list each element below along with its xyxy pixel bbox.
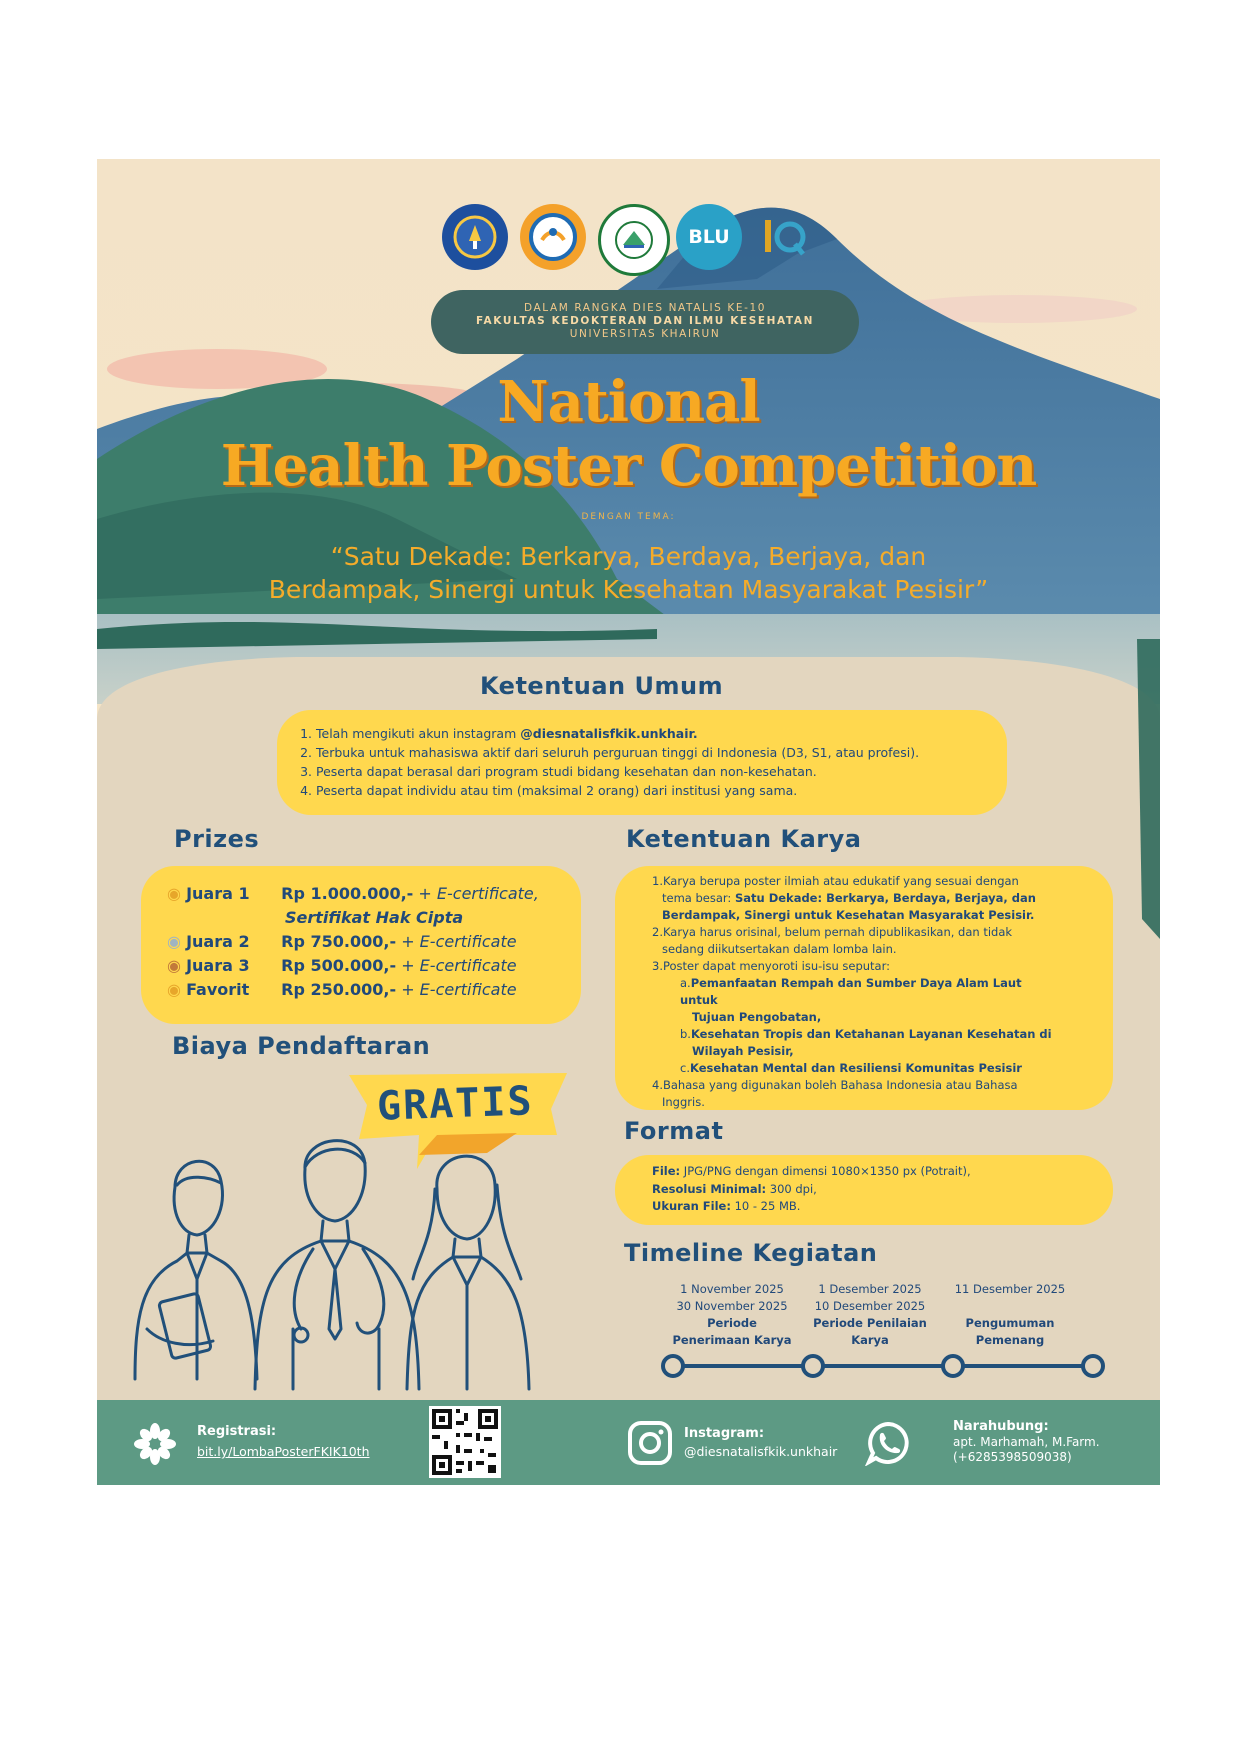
format-size: Ukuran File: 10 - 25 MB.	[652, 1199, 801, 1213]
prize-name: Favorit	[186, 980, 250, 999]
timeline-step-2: 1 Desember 2025 10 Desember 2025 Periode Penilaian Karya	[813, 1282, 927, 1347]
format-text	[652, 1163, 971, 1216]
registration-link[interactable]: bit.ly/LombaPosterFKIK10th	[197, 1444, 370, 1459]
format-file: File: JPG/PNG dengan dimensi 1080×1350 px (Potrait),	[652, 1164, 971, 1178]
theme-line-1: “Satu Dekade: Berkarya, Berdaya, Berjaya, dan	[330, 542, 927, 571]
kemendikbud-logo	[442, 204, 508, 270]
prize-extra: + E-certificate	[401, 932, 517, 951]
gratis-label: GRATIS	[376, 1078, 535, 1130]
blu-logo: BLU	[676, 204, 742, 270]
format-title: Format	[624, 1117, 724, 1145]
prize-row-1	[167, 884, 539, 903]
theme-text	[157, 540, 1100, 606]
prize-extra: + E-certificate	[401, 980, 517, 999]
ketentuan-karya-list	[652, 873, 1052, 1111]
karya-sub-b: b.Kesehatan Tropis dan Ketahanan Layanan Kesehatan di	[680, 1027, 1052, 1041]
karya-sub-a: a.Pemanfaatan Rempah dan Sumber Daya Alam Laut untuk	[680, 976, 1022, 1007]
medal-icon: ◉	[167, 932, 181, 951]
title-line-1: National	[497, 369, 760, 435]
instagram-label: Instagram:	[684, 1426, 765, 1441]
karya-item-4-cont: Inggris.	[662, 1095, 705, 1109]
prize-amount: Rp 750.000,-	[281, 932, 397, 951]
banner-line-3: UNIVERSITAS KHAIRUN	[569, 328, 721, 340]
footer-bar	[97, 1400, 1160, 1485]
prize-name: Juara 2	[186, 932, 250, 951]
banner-line-2: FAKULTAS KEDOKTERAN DAN ILMU KESEHATAN	[475, 315, 814, 327]
prizes-title: Prizes	[174, 825, 260, 853]
contact-label: Narahubung:	[953, 1419, 1049, 1434]
timeline-step-1: 1 November 2025 30 November 2025 Periode Penerimaan Karya	[672, 1282, 792, 1347]
medal-icon: ◉	[167, 884, 181, 903]
prize-amount: Rp 500.000,-	[281, 956, 397, 975]
prize-name: Juara 3	[186, 956, 250, 975]
prize-row-2	[167, 932, 517, 951]
theme-label: DENGAN TEMA:	[581, 512, 676, 522]
whatsapp-icon	[865, 1420, 911, 1466]
timeline-step-3: 11 Desember 2025 Pengumuman Pemenang	[954, 1282, 1066, 1347]
ketentuan-umum-title: Ketentuan Umum	[480, 672, 724, 700]
prize-extra: + E-certificate,	[418, 884, 539, 903]
contact-name: apt. Marhamah, M.Farm.	[953, 1435, 1100, 1449]
timeline-track	[657, 1351, 1117, 1381]
prize-extra-2: Sertifikat Hak Cipta	[285, 908, 464, 927]
unkhair-logo	[598, 204, 670, 276]
prize-extra: + E-certificate	[401, 956, 517, 975]
prize-name: Juara 1	[186, 884, 250, 903]
qr-code[interactable]	[429, 1406, 501, 1478]
karya-item-2-cont: sedang diikutsertakan dalam lomba lain.	[662, 942, 897, 956]
prize-row-3	[167, 956, 517, 975]
karya-item-3: 3.Poster dapat menyoroti isu-isu seputar:	[652, 959, 890, 973]
karya-item-1: 1.Karya berupa poster ilmiah atau edukatif yang sesuai dengan	[652, 874, 1019, 888]
karya-sub-a-cont: Tujuan Pengobatan,	[692, 1010, 822, 1024]
karya-item-1-cont: tema besar: Satu Dekade: Berkarya, Berdaya, Berjaya, dan	[662, 891, 1036, 905]
prize-amount: Rp 250.000,-	[281, 980, 397, 999]
prize-row-4	[167, 980, 517, 999]
ketentuan-umum-item-1: 1. Telah mengikuti akun instagram @diesnatalisfkik.unkhair.	[316, 724, 1002, 743]
ketentuan-umum-item-3: 3. Peserta dapat berasal dari program studi bidang kesehatan dan non-kesehatan.	[316, 762, 1002, 781]
diktisaintek-logo	[520, 204, 586, 270]
karya-item-1-cont2: Berdampak, Sinergi untuk Kesehatan Masyarakat Pesisir.	[662, 908, 1035, 922]
ketentuan-umum-item-2: 2. Terbuka untuk mahasiswa aktif dari seluruh perguruan tinggi di Indonesia (D3, S1, atau profesi).	[316, 743, 1002, 762]
dies-natalis-banner	[431, 290, 859, 354]
banner-line-1: DALAM RANGKA DIES NATALIS KE-10	[523, 302, 767, 314]
timeline-title: Timeline Kegiatan	[624, 1239, 878, 1267]
registration-label: Registrasi:	[197, 1424, 277, 1439]
format-resolution: Resolusi Minimal: 300 dpi,	[652, 1181, 817, 1196]
health-workers-illustration	[117, 1129, 547, 1399]
ketentuan-umum-item-4: 4. Peserta dapat individu atau tim (maksimal 2 orang) dari institusi yang sama.	[316, 781, 1002, 800]
ketentuan-karya-title: Ketentuan Karya	[626, 825, 862, 853]
medal-icon: ◉	[167, 980, 181, 999]
medal-icon: ◉	[167, 956, 181, 975]
karya-item-4: 4.Bahasa yang digunakan boleh Bahasa Indonesia atau Bahasa	[652, 1078, 1018, 1092]
biaya-title: Biaya Pendaftaran	[172, 1032, 431, 1060]
karya-item-2: 2.Karya harus orisinal, belum pernah dipublikasikan, dan tidak	[652, 925, 1013, 939]
poster	[97, 159, 1160, 1485]
prize-amount: Rp 1.000.000,-	[281, 884, 414, 903]
instagram-icon	[627, 1420, 673, 1466]
title-line-2: Health Poster Competition	[220, 433, 1037, 499]
theme-line-2: Berdampak, Sinergi untuk Kesehatan Masyarakat Pesisir”	[268, 575, 989, 604]
karya-sub-b-cont: Wilayah Pesisir,	[692, 1044, 794, 1058]
ketentuan-umum-list	[302, 724, 1002, 800]
contact-phone: (+6285398509038)	[953, 1450, 1072, 1464]
prize-row-1-extra	[285, 908, 463, 927]
iq-logo	[751, 204, 817, 270]
instagram-handle[interactable]: @diesnatalisfkik.unkhair	[684, 1444, 838, 1459]
karya-sub-c: c.Kesehatan Mental dan Resiliensi Komunitas Pesisir	[680, 1061, 1022, 1075]
flower-icon	[133, 1422, 177, 1466]
